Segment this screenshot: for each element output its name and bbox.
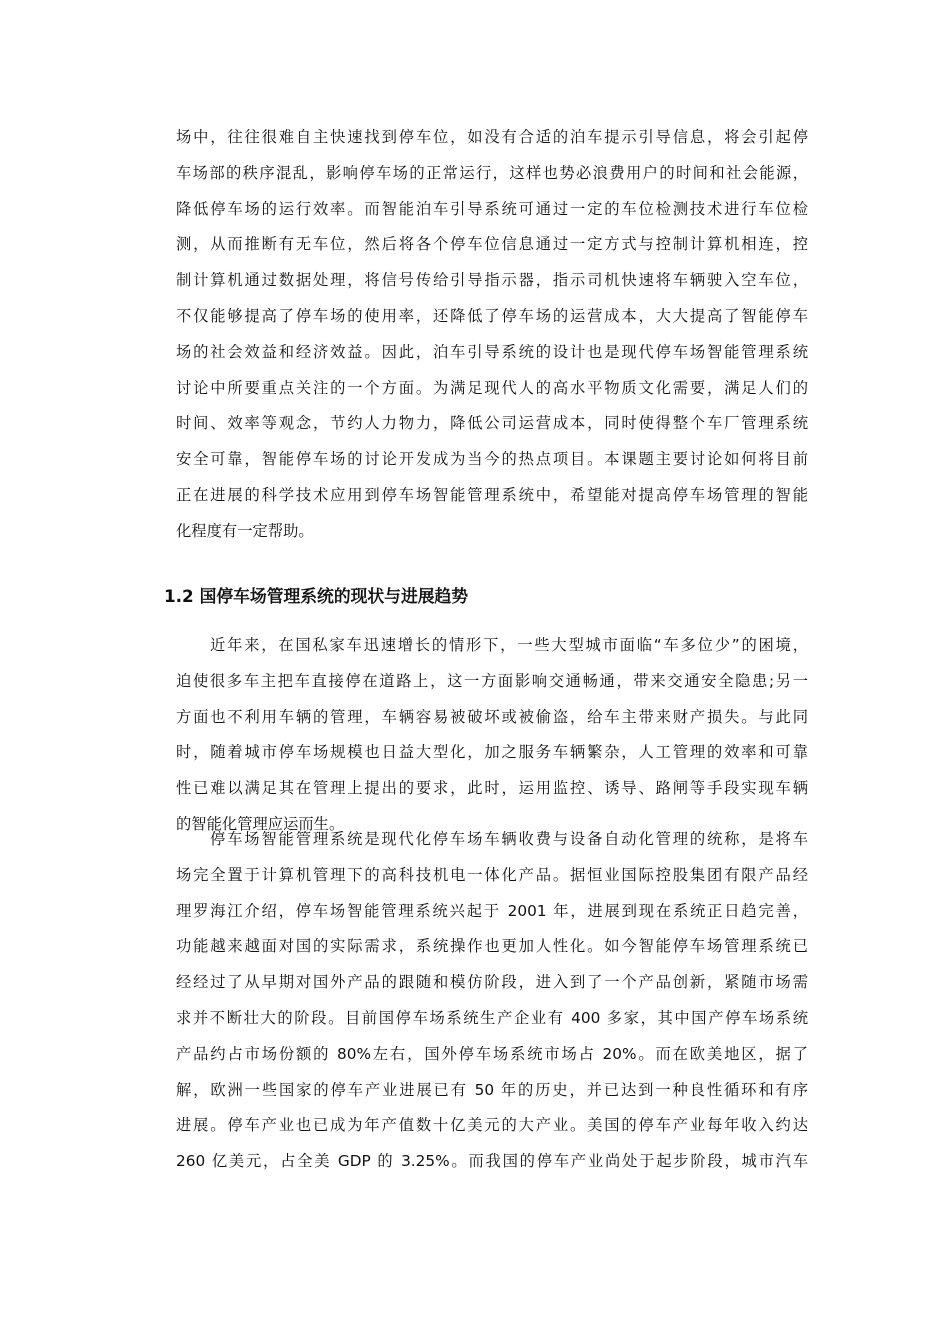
text-line: 化程度有一定帮助。 [176, 521, 314, 540]
text-line: 260 亿美元，占全美 GDP 的 3.25%。而我国的停车产业尚处于起步阶段，城市汽车 [176, 1152, 808, 1171]
paragraph-continued [176, 120, 808, 550]
text-line: 正在进展的科学技术应用到停车场智能管理系统中，希望能对提高停车场管理的智能 [176, 485, 808, 504]
text-line: 车场部的秩序混乱，影响停车场的正常运行，这样也势必浪费用户的时间和社会能源， [176, 163, 808, 182]
text-line: 进展。停车产业也已成为年产值数十亿美元的大产业。美国的停车产业每年收入约达 [176, 1116, 808, 1135]
text-line: 时，随着城市停车场规模也日益大型化，加之服务车辆繁杂，人工管理的效率和可靠 [176, 743, 808, 762]
text-line: 安全可靠，智能停车场的讨论开发成为当今的热点项目。本课题主要讨论如何将目前 [176, 450, 808, 469]
text-line: 功能越来越面对国的实际需求，系统操作也更加人性化。如今智能停车场管理系统已 [176, 937, 808, 956]
text-line: 产品约占市场份额的 80%左右，国外停车场系统市场占 20%。而在欧美地区，据了 [176, 1044, 808, 1063]
text-line: 性已难以满足其在管理上提出的要求，此时，运用监控、诱导、路闸等手段实现车辆 [176, 779, 808, 798]
text-line: 求并不断壮大的阶段。目前国停车场系统生产企业有 400 多家，其中国产停车场系统 [176, 1008, 808, 1027]
text-line: 解，欧洲一些国家的停车产业进展已有 50 年的历史，并已达到一种良性循环和有序 [176, 1080, 808, 1099]
text-line: 迫使很多车主把车直接停在道路上，这一方面影响交通畅通，带来交通安全隐患;另一 [176, 671, 808, 690]
text-line: 经经过了从早期对国外产品的跟随和模仿阶段，进入到了一个产品创新，紧随市场需 [176, 973, 808, 992]
text-line: 讨论中所要重点关注的一个方面。为满足现代人的高水平物质文化需要，满足人们的 [176, 378, 808, 397]
text-line: 的智能化管理应运而生。 [176, 814, 345, 833]
text-line: 停车场智能管理系统是现代化停车场车辆收费与设备自动化管理的统称，是将车 [210, 830, 808, 848]
paragraph-current-situation [176, 628, 808, 843]
text-line: 场完全置于计算机管理下的高科技机电一体化产品。据恒业国际控股集团有限产品经 [176, 865, 808, 884]
text-line: 理罗海江介绍，停车场智能管理系统兴起于 2001 年，进展到现在系统正日趋完善， [176, 901, 808, 920]
paragraph-system-overview [176, 822, 808, 1180]
text-line: 方面也不利用车辆的管理，车辆容易被破坏或被偷盗，给车主带来财产损失。与此同 [176, 707, 808, 726]
text-line: 场中，往往很难自主快速找到停车位，如没有合适的泊车提示引导信息，将会引起停 [176, 128, 808, 146]
text-line: 制计算机通过数据处理，将信号传给引导指示器，指示司机快速将车辆驶入空车位， [176, 271, 808, 290]
text-line: 近年来，在国私家车迅速增长的情形下，一些大型城市面临“车多位少”的困境， [210, 636, 808, 654]
text-line: 测，从而推断有无车位，然后将各个停车位信息通过一定方式与控制计算机相连，控 [176, 235, 808, 254]
section-heading: 1.2 国停车场管理系统的现状与进展趋势 [164, 586, 469, 606]
text-line: 场的社会效益和经济效益。因此，泊车引导系统的设计也是现代停车场智能管理系统 [176, 342, 808, 361]
text-line: 不仅能够提高了停车场的使用率，还降低了停车场的运营成本，大大提高了智能停车 [176, 306, 808, 325]
text-line: 降低停车场的运行效率。而智能泊车引导系统可通过一定的车位检测技术进行车位检 [176, 199, 808, 218]
text-line: 时间、效率等观念，节约人力物力，降低公司运营成本，同时使得整个车厂管理系统 [176, 414, 808, 433]
